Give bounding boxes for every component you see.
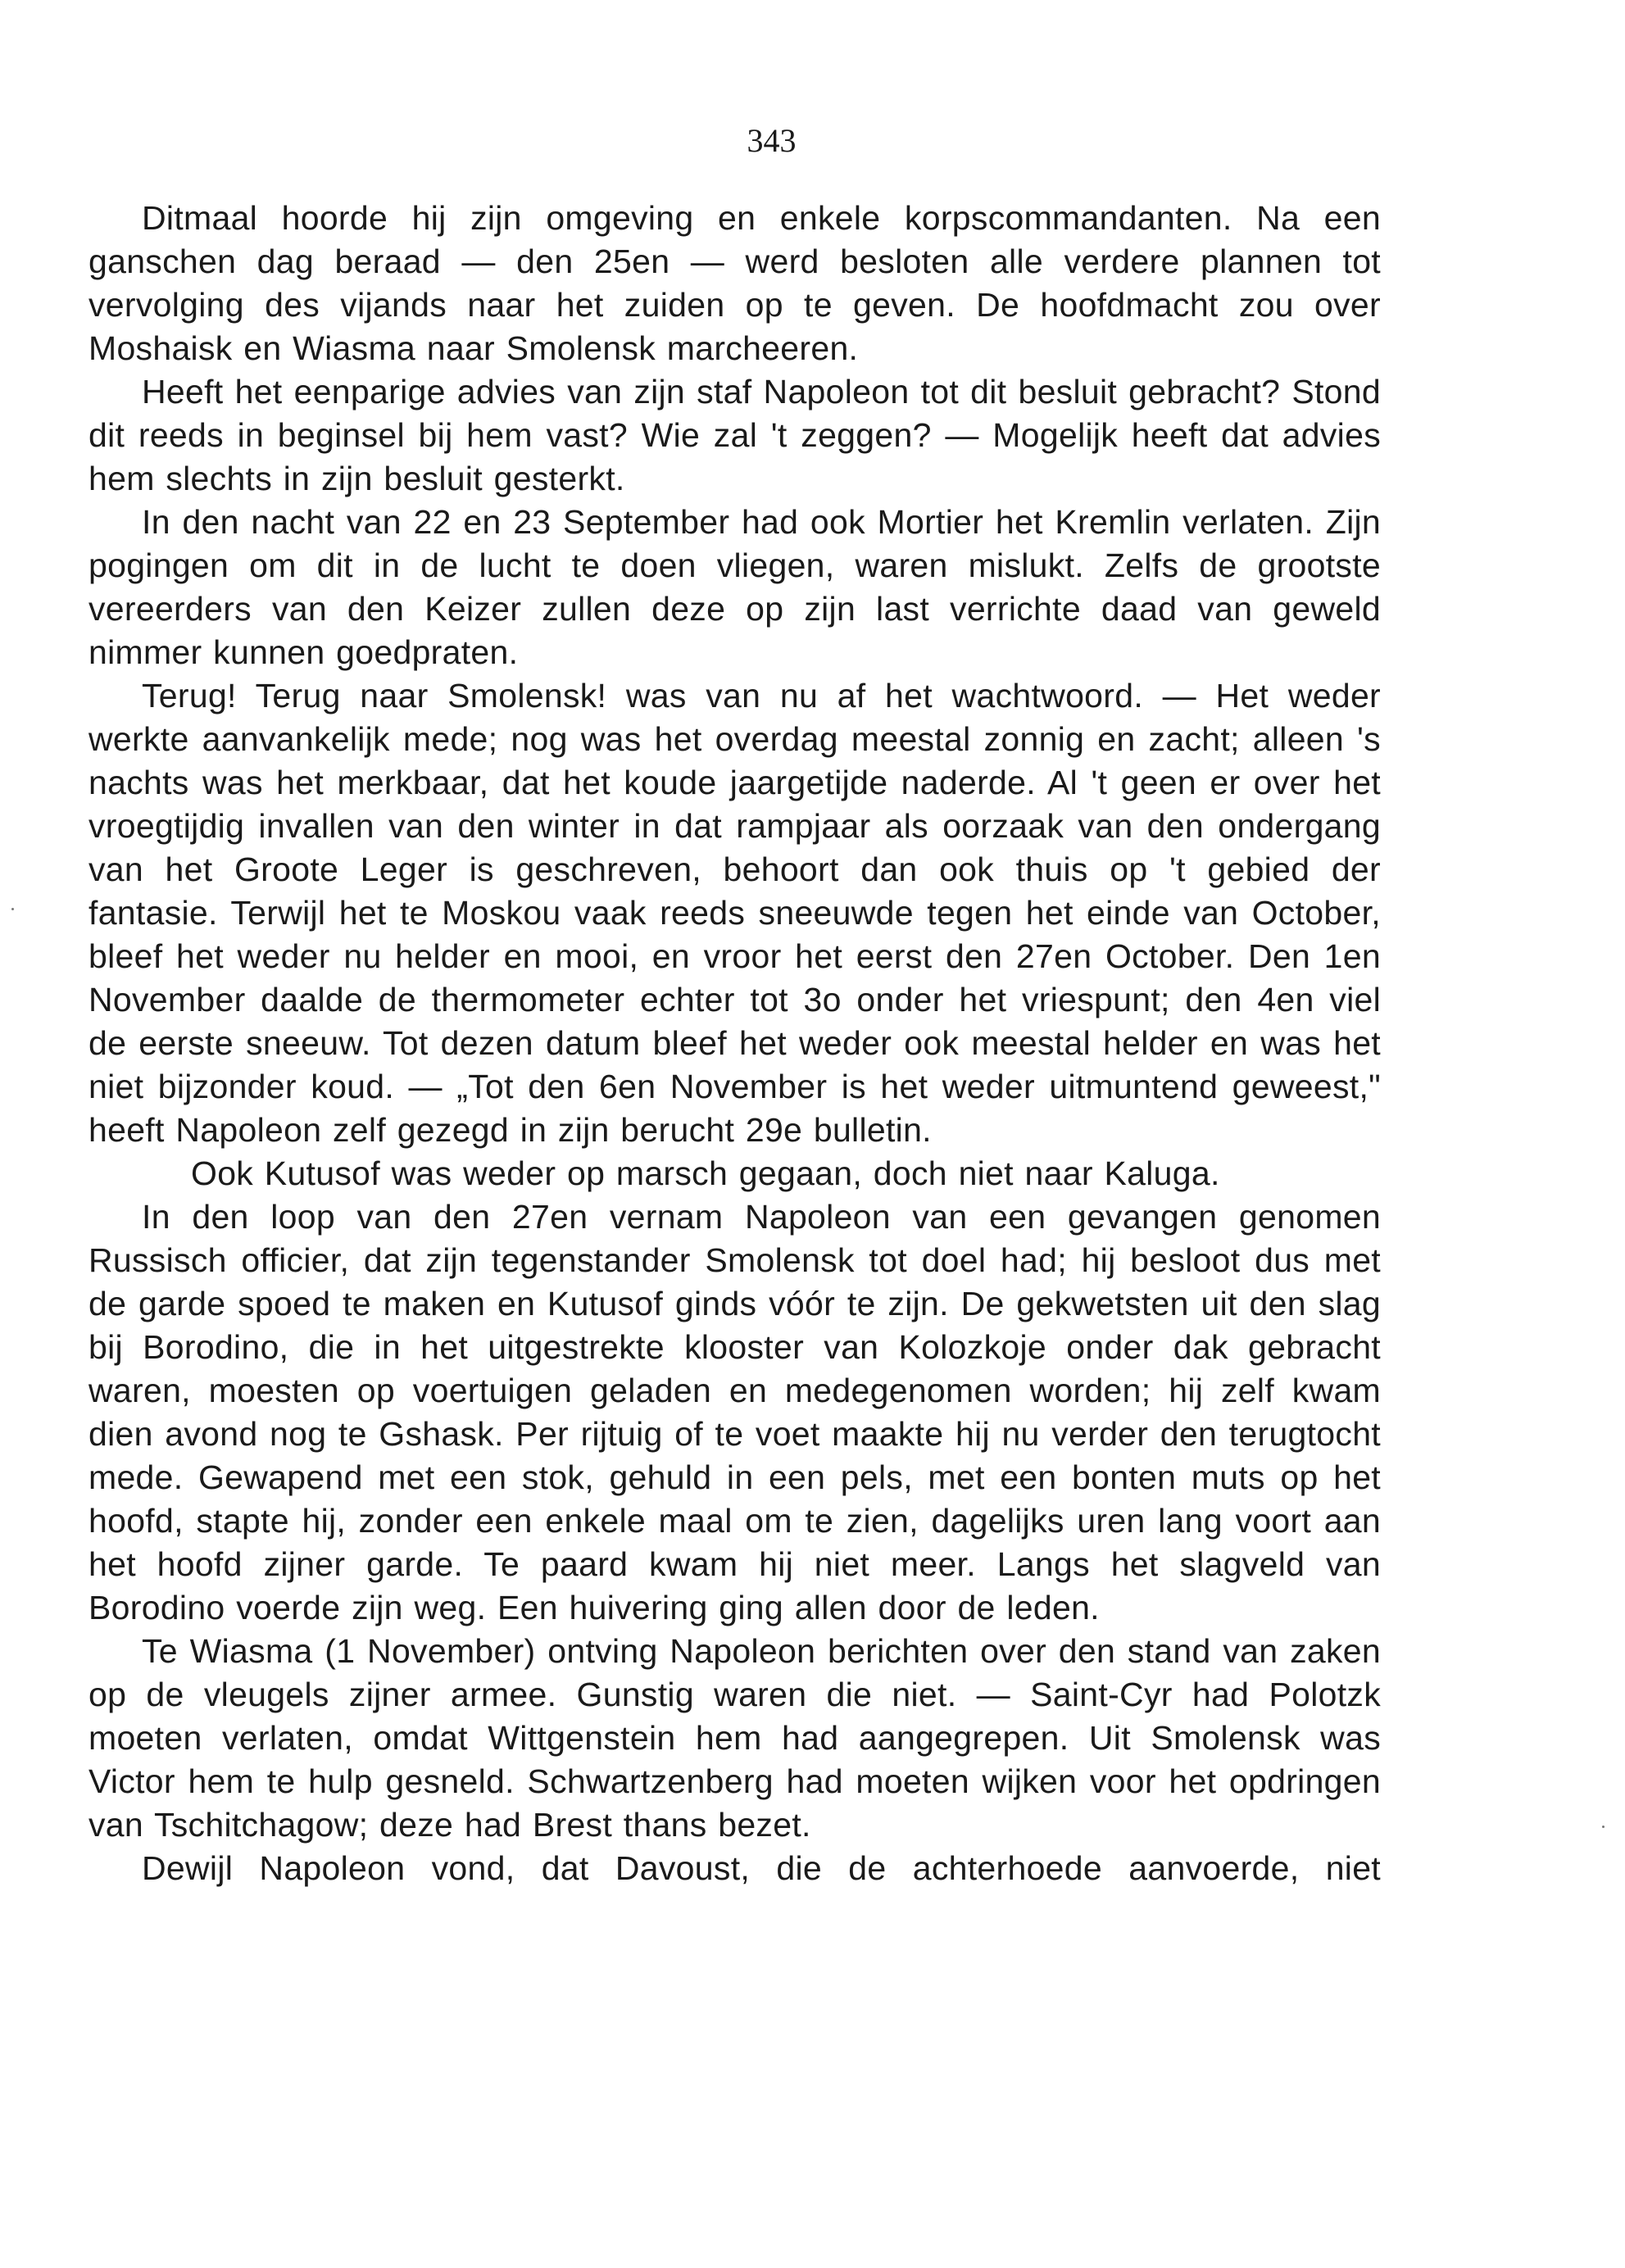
paragraph-6: In den loop van den 27en vernam Napoleon van een gevangen genomen Russisch officier, dat zijn tegenstander Smolensk tot doel had; hij besloot dus met de garde spoed te maken en Kutusof ginds vóór te zijn. De gekwetsten uit den slag bij Borodino, die in het uitgestrekte klooster van Kolozkoje onder dak gebracht waren, moesten op voertuigen geladen en medegenomen worden; hij zelf kwam dien avond nog te Gshask. Per rijtuig of te voet maakte hij nu verder den terugtocht mede. Gewapend met een stok, gehuld in een pels, met een bonten muts op het hoofd, stapte hij, zonder een enkele maal om te zien, dagelijks uren lang voort aan het hoofd zijner garde. Te paard kwam hij niet meer. Langs het slagveld van Borodino voerde zijn weg. Een huivering ging allen door de leden. (89, 1198, 1381, 1626)
paragraph-7: Te Wiasma (1 November) ontving Napoleon berichten over den stand van zaken op de vleugels zijner armee. Gunstig waren die niet. — Saint-Cyr had Polotzk moeten verlaten, omdat Wittgenstein hem had aangegrepen. Uit Smolensk was Victor hem te hulp gesneld. Schwartzenberg had moeten wijken voor het opdringen van Tschitchagow; deze had Brest thans bezet. (89, 1632, 1381, 1844)
paragraph-4: Terug! Terug naar Smolensk! was van nu af het wachtwoord. — Het weder werkte aanvankelijk mede; nog was het overdag meestal zonnig en zacht; alleen 's nachts was het merkbaar, dat het koude jaargetijde naderde. Al 't geen er over het vroegtijdig invallen van den winter in dat rampjaar als oorzaak van den ondergang van het Groote Leger is geschreven, behoort dan ook thuis op 't gebied der fantasie. Terwijl het te Moskou vaak reeds sneeuwde tegen het einde van October, bleef het weder nu helder en mooi, en vroor het eerst den 27en October. Den 1en November daalde de thermometer echter tot 3o onder het vriespunt; den 4en viel de eerste sneeuw. Tot dezen datum bleef het weder ook meestal helder en was het niet bijzonder koud. — „Tot den 6en November is het weder uitmuntend geweest," heeft Napoleon zelf gezegd in zijn berucht 29e bulletin. (89, 677, 1381, 1149)
scan-speck (1602, 1826, 1605, 1828)
paragraph-3: In den nacht van 22 en 23 September had ook Mortier het Kremlin verlaten. Zijn pogingen om dit in de lucht te doen vliegen, waren mislukt. Zelfs de grootste vereerders van den Keizer zullen deze op zijn last verrichte daad van geweld nimmer kunnen goedpraten. (89, 503, 1381, 671)
paragraph-5: Ook Kutusof was weder op marsch gegaan, doch niet naar Kaluga. (191, 1154, 1220, 1192)
body-text (89, 197, 1381, 1890)
page-number: 343 (747, 122, 797, 159)
paragraph-8: Dewijl Napoleon vond, dat Davoust, die de achterhoede aanvoerde, niet (142, 1849, 1381, 1887)
paragraph-2: Heeft het eenparige advies van zijn staf Napoleon tot dit besluit gebracht? Stond dit reeds in beginsel bij hem vast? Wie zal 't zeggen? — Mogelijk heeft dat advies hem slechts in zijn besluit gesterkt. (89, 373, 1381, 497)
scan-speck (11, 908, 14, 910)
paragraph-1: Ditmaal hoorde hij zijn omgeving en enkele korpscommandanten. Na een ganschen dag beraad — den 25en — werd besloten alle verdere plannen tot vervolging des vijands naar het zuiden op te geven. De hoofdmacht zou over Moshaisk en Wiasma naar Smolensk marcheeren. (89, 199, 1381, 367)
